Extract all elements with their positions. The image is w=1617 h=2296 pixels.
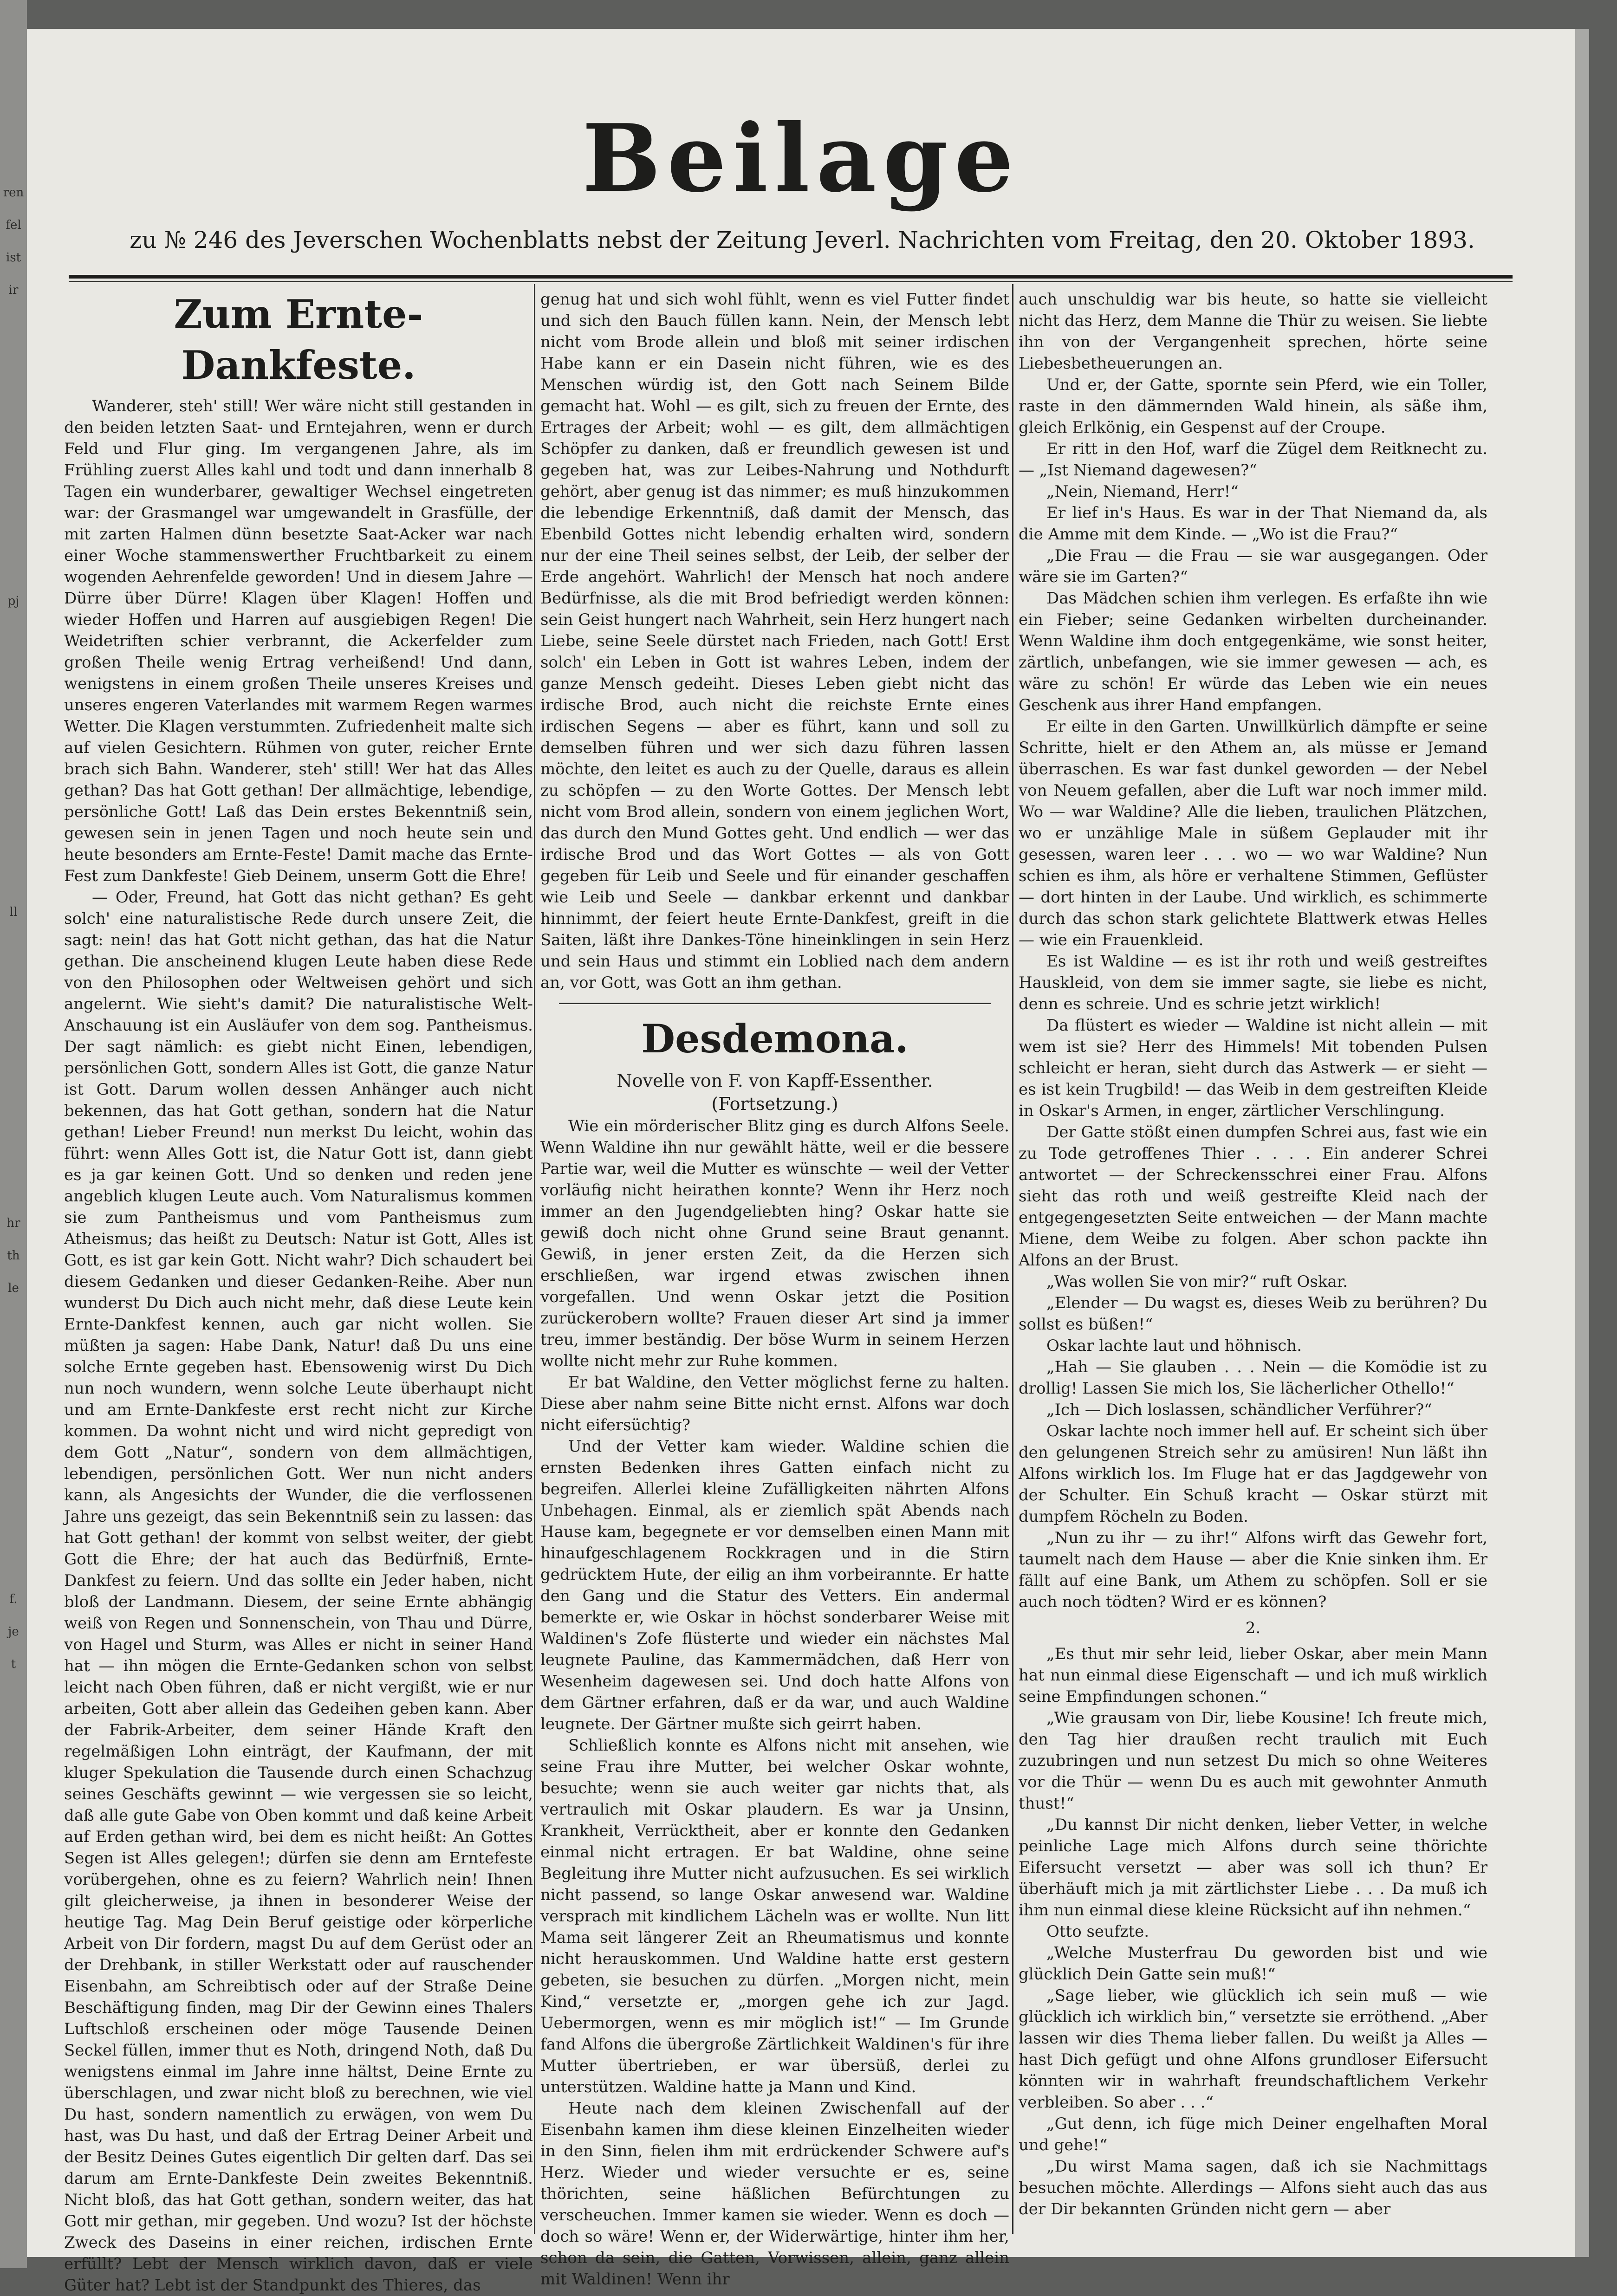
paragraph: Oskar lachte noch immer hell auf. Er scheint sich über den gelungenen Streich sehr zu amüsiren! Nun läßt ihn Alfons wirklich los. Im Fluge hat er das Jagdgewehr von der Schulter. Ein Schuß kracht — Oskar stürzt mit dumpfem Röcheln zu Boden. <box>1019 1422 1487 1526</box>
column-2 <box>540 289 1009 2289</box>
paragraph: „Du wirst Mama sagen, daß ich sie Nachmittags besuchen möchte. Allerdings — Alfons sieht auch das aus der Dir bekannten Gründen nicht gern — aber <box>1019 2157 1487 2218</box>
fragment: fel <box>6 218 21 232</box>
fragment: ren <box>3 186 24 200</box>
paragraph: „Ich — Dich loslassen, schändlicher Verführer?“ <box>1046 1401 1432 1419</box>
paragraph: „Es thut mir sehr leid, lieber Oskar, aber mein Mann hat nun einmal diese Eigenschaft — und ich muß wirklich seine Empfindungen schonen.“ <box>1019 1645 1487 1706</box>
paragraph: „Welche Musterfrau Du geworden bist und wie glücklich Dein Gatte sein muß!“ <box>1019 1944 1487 1984</box>
adjacent-page-fragments <box>0 176 27 2173</box>
paragraph: Es ist Waldine — es ist ihr roth und weiß gestreiftes Hauskleid, von dem sie immer sagte, sie liebe es nicht, denn es schreie. Und es schrie jetzt wirklich! <box>1019 952 1487 1013</box>
paragraph: auch unschuldig war bis heute, so hatte sie vielleicht nicht das Herz, dem Manne die Thür zu weisen. Sie liebte ihn von der Vergangenheit sprechen, hörte seine Liebesbetheuerungen an. <box>1019 290 1487 373</box>
paragraph: Er eilte in den Garten. Unwillkürlich dämpfte er seine Schritte, hielt er den Athem an, als müsse er Jemand überraschen. Es war fast dunkel geworden — der Nebel von Neuem gefallen, aber die Luft war noch immer mild. Wo — war Waldine? Alle die lieben, traulichen Plätzchen, wo er unzählige Male in süßem Geplauder mit ihr gesessen, waren leer . . . wo — wo war Waldine? Nun schien es ihm, als höre er verhaltene Stimmen, Geflüster — dort hinten in der Laube. Und wirklich, es schimmerte durch das schon stark gelichtete Blattwerk etwas Helles — wie ein Frauenkleid. <box>1019 717 1487 949</box>
paragraph: „Du kannst Dir nicht denken, lieber Vetter, in welche peinliche Lage mich Alfons durch seine thörichte Eifersucht versetzt — aber was soll ich thun? Er überhäuft mich ja mit zärtlichster Liebe . . . Da muß ich ihm nun einmal diese kleine Rücksicht auf ihn nehmen.“ <box>1019 1816 1487 1920</box>
paragraph: Er bat Waldine, den Vetter möglichst ferne zu halten. Diese aber nahm seine Bitte nicht ernst. Alfons war doch nicht eifersüchtig? <box>540 1373 1009 1434</box>
paragraph: Das Mädchen schien ihm verlegen. Es erfaßte ihn wie ein Fieber; seine Gedanken wirbelten durcheinander. Wenn Waldine ihm doch entgegenkäme, wie sonst heiter, zärtlich, unbefangen, wie sie immer gewesen — ach, es wäre zu schön! Er würde das Leben wie ein neues Geschenk aus ihrer Hand empfangen. <box>1019 589 1487 714</box>
paragraph: „Wie grausam von Dir, liebe Kousine! Ich freute mich, den Tag hier draußen recht traulich mit Euch zuzubringen und nun setzest Du mich so ohne Weiteres vor die Thür — wenn Du es auch mit gewohnter Anmuth thust!“ <box>1019 1709 1487 1813</box>
paragraph: „Gut denn, ich füge mich Deiner engelhaften Moral und gehe!“ <box>1019 2114 1487 2154</box>
fragment: ir <box>8 283 19 297</box>
fragment: t <box>11 1657 16 1671</box>
paragraph: „Nein, Niemand, Herr!“ <box>1046 482 1239 501</box>
paragraph: Wie ein mörderischer Blitz ging es durch Alfons Seele. Wenn Waldine ihn nur gewählt hätte, weil er die bessere Partie war, weil die Mutter es wünschte — weil der Vetter vorläufig nicht heirathen konnte? Wenn ihr Herz noch immer an den Jugendgeliebten hing? Oskar hatte sie gewiß doch nicht ohne Grund seine Braut genannt. Gewiß, in jener ersten Zeit, da die Herzen sich erschließen, war irgend etwas zwischen ihnen vorgefallen. Und wenn Oskar jetzt die Position zurückerobern wollte? Frauen dieser Art sind ja immer treu, immer beständig. Der böse Wurm in seinem Herzen wollte nicht mehr zur Ruhe kommen. <box>540 1117 1009 1370</box>
page-edge <box>1575 29 1589 2257</box>
paragraph: Schließlich konnte es Alfons nicht mit ansehen, wie seine Frau ihre Mutter, bei welcher Oskar wohnte, besuchte; wenn sie auch weiter gar nichts that, als vertraulich mit Oskar plaudern. Es war ja Unsinn, Krankheit, Verrücktheit, aber er konnte den Gedanken einmal nicht ertragen. Er bat Waldine, ohne seine Begleitung ihre Mutter nicht aufzusuchen. Es sei wirklich nicht passend, so lange Oskar anwesend war. Waldine versprach mit kindlichem Lächeln was er wollte. Nun litt Mama seit längerer Zeit an Rheumatismus und konnte nicht herauskommen. Und Waldine hatte erst gestern gebeten, sie besuchen zu dürfen. „Morgen nicht, mein Kind,“ versetzte er, „morgen gehe ich zur Jagd. Uebermorgen, wenn es mir möglich ist!“ — Im Grunde fand Alfons die übergroße Zärtlichkeit Waldinen's für ihre Mutter übertrieben, er war übersüß, derlei zu unterstützen. Waldine hatte ja Mann und Kind. <box>540 1736 1009 2096</box>
paragraph: Oskar lachte laut und höhnisch. <box>1046 1336 1302 1355</box>
paragraph: Und der Vetter kam wieder. Waldine schien die ernsten Bedenken ihres Gatten einfach nicht zu begreifen. Allerlei kleine Zufälligkeiten nährten Alfons Unbehagen. Einmal, als er ziemlich spät Abends nach Hause kam, begegnete er vor demselben einen Mann mit hinaufgeschlagenem Rockkragen und in die Stirn gedrücktem Hute, der eilig an ihm vorbeirannte. Er hatte den Gang und die Statur des Vetters. Ein andermal bemerkte er, wie Oskar in höchst sonderbarer Weise mit Waldinen's Zofe flüsterte und wieder ein nächstes Mal leugnete Pauline, das Kammermädchen, daß Herr von Wesenheim dagewesen sei. Und doch hatte Alfons von dem Gärtner erfahren, daß er da war, und auch Waldine leugnete. Der Gärtner mußte sich geirrt haben. <box>540 1437 1009 1733</box>
paragraph: Er ritt in den Hof, warf die Zügel dem Reitknecht zu. — „Ist Niemand dagewesen?“ <box>1019 440 1487 480</box>
article-byline: Novelle von F. von Kapff-Essenther. <box>617 1070 933 1091</box>
paragraph: Wanderer, steh' still! Wer wäre nicht still gestanden in den beiden letzten Saat- und Erntejahren, wenn er durch Feld und Flur ging. Im vergangenen Jahre, als im Frühling zuerst Alles kahl und todt und dann innerhalb 8 Tagen ein wunderbarer, gewaltiger Wechsel eingetreten war: der Grasmangel war umgewandelt in Grasfülle, der mit zarten Halmen dünn besetzte Saat-Acker war nach einer Woche stammenswerther Fruchtbarkeit zu einem wogenden Aehrenfelde geworden! Und in diesem Jahre — Dürre über Dürre! Klagen über Klagen! Hoffen und wieder Hoffen und Harren auf ausgiebigen Regen! Die Weidetriften schier verbrannt, die Ackerfelder zum großen Theile wenig Ertrag verheißend! Und dann, wenigstens in einem großen Theile unseres Kreises und unseres engeren Vaterlandes mit warmem Regen warmes Wetter. Die Klagen verstummten. Zufriedenheit malte sich auf vielen Gesichtern. Rühmen von guter, reicher Ernte brach sich Bahn. Wanderer, steh' still! Wer hat das Alles gethan? Das hat Gott gethan! Der allmächtige, lebendige, persönliche Gott! Laß das Dein erstes Bekenntniß sein, gewesen sein in jenen Tagen und noch heute sein und heute besonders am Ernte-Feste! Damit mache das Ernte-Fest zum Dankfeste! Gieb Deinem, unserm Gott die Ehre! <box>64 397 533 885</box>
article-title-desdemona: Desdemona. <box>641 1016 909 1062</box>
paragraph: genug hat und sich wohl fühlt, wenn es viel Futter findet und sich den Bauch füllen kann. Nein, der Mensch lebt nicht vom Brode allein und bloß mit seiner irdischen Habe kann er ein Dasein nicht führen, wie es des Menschen würdig ist, den Gott nach Seinem Bilde gemacht hat. Wohl — es gilt, sich zu freuen der Ernte, des Ertrages der Arbeit; wohl — es gilt, dem allmächtigen Schöpfer zu danken, daß er freundlich gewesen ist und gegeben hat, was zur Leibes-Nahrung und Nothdurft gehört, aber genug ist das nimmer; es muß hinzukommen die lebendige Erkenntniß, daß damit der Mensch, das Ebenbild Gottes nicht lebendig erhalten wird, sondern nur der eine Theil seines selbst, der Leib, der selber der Erde angehört. Wahrlich! der Mensch hat noch andere Bedürfnisse, als die mit Brod befriedigt werden können: sein Geist hungert nach Wahrheit, sein Herz hungert nach Liebe, seine Seele dürstet nach Frieden, nach Gott! Erst solch' ein Leben in Gott ist wahres Leben, indem der ganze Mensch gedeiht. Dieses Leben giebt nicht das irdische Brod, auch nicht die reichste Ernte eines irdischen Segens — aber es führt, kann und soll zu demselben führen und wer sich dazu führen lassen möchte, den leitet es auch zu der Quelle, daraus es allein zu schöpfen — zu den Worte Gottes. Der Mensch lebt nicht vom Brod allein, sondern von einem jeglichen Wort, das durch den Mund Gottes geht. Und endlich — wer das irdische Brod und das Wort Gottes — als von Gott gegeben für Leib und Seele und für einander geschaffen wie Leib und Seele — dankbar erkennt und dankbar hinnimmt, der feiert heute Ernte-Dankfest, greift in die Saiten, läßt ihre Dankes-Töne hineinklingen in sein Herz und sein Haus und stimmt ein Loblied nach dem andern an, vor Gott, was Gott an ihm gethan. <box>540 290 1009 992</box>
paragraph: „Was wollen Sie von mir?“ ruft Oskar. <box>1046 1272 1348 1291</box>
fragment: ist <box>6 251 21 265</box>
paragraph: Otto seufzte. <box>1046 1922 1149 1941</box>
paragraph: „Die Frau — die Frau — sie war ausgegangen. Oder wäre sie im Garten?“ <box>1019 546 1487 586</box>
fragment: hr <box>6 1216 20 1230</box>
paragraph: Er lief in's Haus. Es war in der That Niemand da, als die Amme mit dem Kinde. — „Wo ist die Frau?“ <box>1019 504 1487 544</box>
column-3 <box>1019 289 1487 2229</box>
article-continuation-note: (Fortsetzung.) <box>711 1094 838 1114</box>
paragraph: Da flüstert es wieder — Waldine ist nicht allein — mit wem ist sie? Herr des Himmels! Mit tobenden Pulsen schleicht er heran, sieht durch das Astwerk — er sieht — es ist kein Trugbild! — das Weib in dem gestreiften Kleide in Oskar's Armen, in enger, zärtlicher Verschlingung. <box>1019 1016 1487 1120</box>
paragraph: „Elender — Du wagst es, dieses Weib zu berühren? Du sollst es büßen!“ <box>1019 1294 1487 1334</box>
masthead-title: Beilage <box>582 104 1020 213</box>
left-adjacent-page <box>0 0 27 2268</box>
paragraph: „Sage lieber, wie glücklich ich sein muß — wie glücklich ich wirklich bin,“ versetzte sie erröthend. „Aber lassen wir dies Thema lieber fallen. Du weißt ja Alles — hast Dich gefügt und ohne Alfons grundloser Eifersucht könnten wir in wahrhaft freundschaftlichem Verkehr verbleiben. So aber . . .“ <box>1019 1986 1487 2112</box>
fragment: f. <box>9 1592 18 1606</box>
column-divider <box>1012 284 1013 2234</box>
fragment: th <box>7 1249 20 1263</box>
paragraph: Der Gatte stößt einen dumpfen Schrei aus, fast wie ein zu Tode getroffenes Thier . . . . Ein anderer Schrei antwortet — der Schreckensschrei einer Frau. Alfons sieht das roth und weiß gestreifte Kleid nach der entgegengesetzten Seite entweichen — der Mann machte Miene, dem Weibe zu folgen. Aber schon packte ihn Alfons an der Brust. <box>1019 1123 1487 1270</box>
paragraph: — Oder, Freund, hat Gott das nicht gethan? Es geht solch' eine naturalistische Rede durch unsere Zeit, die sagt: nein! das hat Gott nicht gethan, das hat die Natur gethan. Die anscheinend klugen Leute haben diese Rede von den Philosophen oder Weltweisen gehört und sich angelernt. Wie sieht's damit? Die naturalistische Welt-Anschauung ist ein Ausläufer von dem sog. Pantheismus. Der sagt nämlich: es giebt nicht Einen, lebendigen, persönlichen Gott, sondern Alles ist Gott, die ganze Natur ist Gott. Darum wollen dessen Anhänger auch nicht bekennen, das hat Gott gethan, sondern hat die Natur gethan! Lieber Freund! nun merkst Du leicht, wohin das führt: wenn Alles Gott ist, die Natur Gott ist, dann giebt es ja gar keinen Gott. Und so denken und reden jene angeblich klugen Leute auch. Vom Naturalismus kommen sie zum Pantheismus und vom Pantheismus zum Atheismus; das heißt zu Deutsch: Natur ist Gott, Alles ist Gott, es ist gar kein Gott. Nicht wahr? Dich schaudert bei diesem Gedanken und dieser Gedanken-Reihe. Aber nun wunderst Du Dich auch nicht mehr, daß diese Leute kein Ernte-Dankfest kennen, auch gar nicht wollen. Sie müßten ja sagen: Habe Dank, Natur! daß Du uns eine solche Ernte gegeben hast. Ebensowenig wirst Du Dich nun noch wundern, wenn solche Leute überhaupt nicht und am Ernte-Dankfeste erst recht nicht zur Kirche kommen. Da wohnt nicht und wird nicht gepredigt von dem Gott „Natur“, sondern von dem allmächtigen, lebendigen, persönlichen Gott. Wer nun nicht anders kann, als Angesichts der Wunder, die die verflossenen Jahre uns gezeigt, das sein Bekenntniß sein zu lassen: das hat Gott gethan! der kommt von selbst weiter, der giebt Gott die Ehre; der hat auch das Bedürfniß, Ernte-Dankfest zu feiern. Und das sollte ein Jeder haben, nicht bloß der Landmann. Diesem, der seine Ernte abhängig weiß von Regen und Sonnenschein, von Thau und Dürre, von Hagel und Sturm, was Alles er nicht in seiner Hand hat — ihn mögen die Ernte-Gedanken schon von selbst leicht nach Oben führen, daß er nicht vergißt, wie er nur arbeiten, Gott aber allein das Gedeihen geben kann. Aber der Fabrik-Arbeiter, dem seiner Hände Kraft den regelmäßigen Lohn einträgt, der Kaufmann, der mit kluger Spekulation die Tausende durch einen Schachzug seines Geschäfts gewinnt — wie vergessen sie so leicht, daß alle gute Gabe von Oben kommt und daß keine Arbeit auf Erden gethan wird, bei dem es nicht heißt: An Gottes Segen ist Alles gelegen!; dürfen sie denn am Erntefeste vorübergehen, ohne es zu feiern? Wahrlich nein! Ihnen gilt gleicherweise, ja ihnen in besonderer Weise der heutige Tag. Mag Dein Beruf geistige oder körperliche Arbeit von Dir fordern, magst Du auf dem Gerüst oder an der Drehbank, in stiller Werkstatt oder auf rauschender Eisenbahn, am Schreibtisch oder auf der Straße Deine Beschäftigung finden, mag Dir der Gewinn eines Thalers Luftschloß erscheinen oder möge Tausende Deinen Seckel füllen, immer thut es Noth, dringend Noth, daß Du wenigstens einmal im Jahre inne hältst, Deine Ernte zu überschlagen, und zwar nicht bloß zu berechnen, wie viel Du hast, sondern namentlich zu erwägen, von wem Du hast, was Du hast, und daß der Ertrag Deiner Arbeit und der Besitz Deines Gutes eigentlich Dir gelten darf. Das sei darum am Ernte-Dankfeste Dein zweites Bekenntniß. Nicht bloß, das hat Gott gethan, sondern weiter, das hat Gott mir gethan, mir gegeben. Und wozu? Ist der höchste Zweck des Daseins in einer reichen, irdischen Ernte erfüllt? Lebt der Mensch wirklich davon, daß er viele Güter hat? Lebt ist der Standpunkt des Thieres, das <box>64 888 533 2295</box>
column-divider <box>534 284 535 2234</box>
fragment: je <box>8 1625 19 1639</box>
masthead-rule-thin <box>69 281 1513 282</box>
fragment: ll <box>9 905 18 919</box>
masthead-rule <box>69 275 1513 279</box>
article-title-erntedankfest: Zum Ernte-Dankfeste. <box>174 291 423 388</box>
paragraph: Und er, der Gatte, spornte sein Pferd, wie ein Toller, raste in den dämmernden Wald hinein, als säße ihm, gleich Erlkönig, ein Gespenst auf der Croupe. <box>1019 376 1487 437</box>
article-separator <box>559 1003 991 1004</box>
section-number: 2. <box>1245 1619 1261 1637</box>
newspaper-page <box>27 29 1575 2295</box>
fragment: le <box>8 1281 19 1295</box>
paragraph: „Nun zu ihr — zu ihr!“ Alfons wirft das Gewehr fort, taumelt nach dem Hause — aber die Knie sinken ihm. Er fällt auf eine Bank, um Athem zu schöpfen. Soll er sie auch noch tödten? Wird er es können? <box>1019 1529 1487 1611</box>
paragraph: „Hah — Sie glauben . . . Nein — die Komödie ist zu drollig! Lassen Sie mich los, Sie lächerlicher Othello!“ <box>1019 1358 1487 1398</box>
paragraph: Heute nach dem kleinen Zwischenfall auf der Eisenbahn kamen ihm diese kleinen Einzelheiten wieder in den Sinn, fielen ihm mit erdrückender Schwere auf's Herz. Wieder und wieder versuchte er es, seine thörichten, seine häßlichen Befürchtungen zu verscheuchen. Immer kamen sie wieder. Wenn es doch — doch so wäre! Wenn er, der Widerwärtige, hinter ihm her, schon da sein, die Gatten, Vorwissen, allein, ganz allein mit Waldinen! Wenn ihr <box>540 2099 1009 2289</box>
masthead-subtitle: zu № 246 des Jeverschen Wochenblatts nebst der Zeitung Jeverl. Nachrichten vom Freitag, den 20. Oktober 1893. <box>130 227 1475 253</box>
column-1 <box>64 289 533 2295</box>
fragment: pj <box>7 594 19 608</box>
